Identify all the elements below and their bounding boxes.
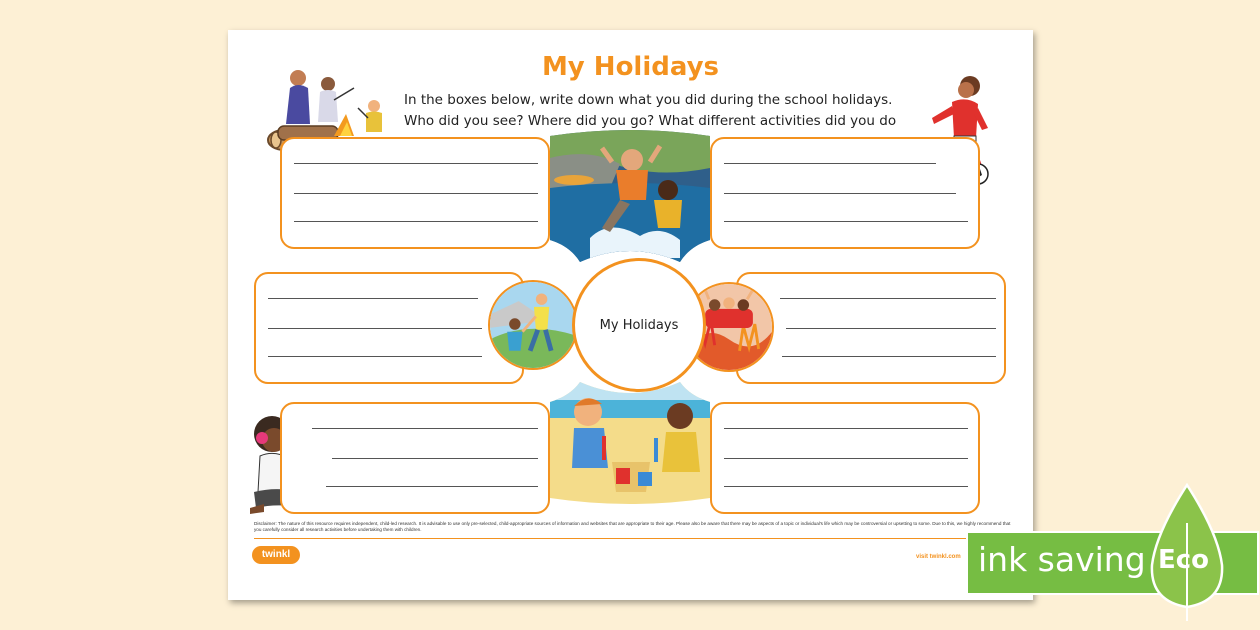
ink-saving-text: ink saving [978, 540, 1146, 579]
sandcastle-illustration [550, 378, 710, 508]
instructions-line-1: In the boxes below, write down what you did during the school holidays. [404, 92, 893, 108]
writing-box-top-right[interactable] [710, 137, 980, 249]
footer-url[interactable]: visit twinkl.com [916, 554, 961, 560]
hiking-illustration [488, 280, 578, 370]
eco-label: Eco [1158, 545, 1210, 575]
water-jump-illustration [550, 128, 710, 278]
writing-box-bottom-right[interactable] [710, 402, 980, 514]
writing-box-middle-right[interactable] [736, 272, 1006, 384]
twinkl-logo: twinkl [252, 546, 300, 564]
writing-box-middle-left[interactable] [254, 272, 524, 384]
disclaimer-text: Disclaimer: The nature of this resource requires independent, child-led research. It is advisable to use only pre-selected, child-appropriate sources of information and websites that are appropriate to their age. Please also be aware that there may be aspects of a topic or individual's life which may be controversial or upsetting to some. Due to this, we highly recommend that you carefully consider all research activities before undertaking them with children. [254, 521, 1011, 532]
instructions [404, 90, 964, 132]
center-hub [572, 258, 706, 392]
center-label: My Holidays [599, 317, 679, 333]
writing-box-bottom-left[interactable] [280, 402, 550, 514]
worksheet-page [228, 30, 1033, 600]
instructions-line-2: Who did you see? Where did you go? What different activities did you do [404, 113, 897, 129]
writing-box-top-left[interactable] [280, 137, 550, 249]
footer-divider [254, 538, 1006, 539]
page-title: My Holidays [541, 52, 720, 82]
